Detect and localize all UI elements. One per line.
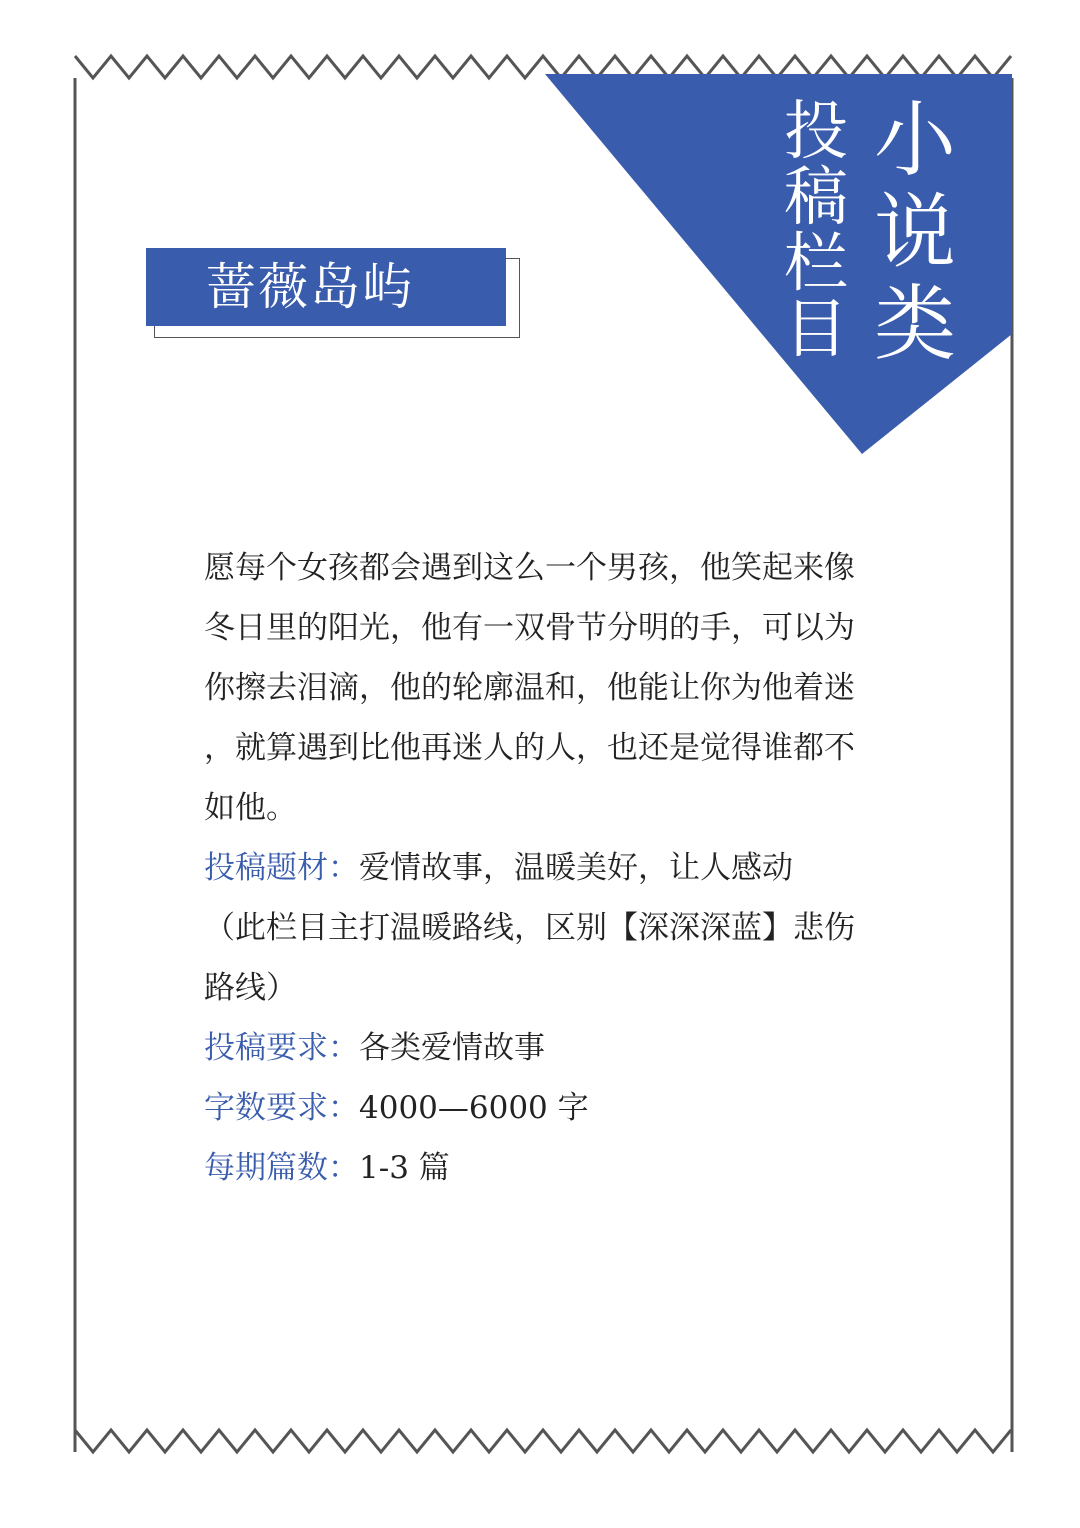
field-theme-label: 投稿题材： bbox=[204, 850, 359, 886]
field-per-issue-value: 1-3 篇 bbox=[359, 1150, 450, 1186]
submission-content bbox=[204, 538, 904, 1198]
corner-title-char: 说 bbox=[873, 185, 956, 280]
column-name-label: 蔷薇岛屿 bbox=[146, 248, 506, 326]
intro-line: 冬日里的阳光，他有一双骨节分明的手，可以为 bbox=[204, 610, 855, 646]
field-theme bbox=[204, 838, 904, 1018]
intro-line: 你擦去泪滴，他的轮廓温和，他能让你为他着迷 bbox=[204, 670, 855, 706]
intro-line: 愿每个女孩都会遇到这么一个男孩，他笑起来像 bbox=[204, 550, 855, 586]
intro-line: ，就算遇到比他再迷人的人，也还是觉得谁都不 bbox=[204, 730, 855, 766]
corner-title-char: 投 bbox=[784, 95, 848, 169]
field-word-count-value: 4000—6000 字 bbox=[359, 1090, 589, 1126]
corner-title-secondary bbox=[780, 95, 852, 367]
field-theme-value: 爱情故事，温暖美好，让人感动 bbox=[359, 850, 793, 886]
corner-title-char: 类 bbox=[873, 277, 956, 372]
field-word-count-label: 字数要求： bbox=[204, 1090, 359, 1126]
field-requirement-value: 各类爱情故事 bbox=[359, 1030, 545, 1066]
field-per-issue bbox=[204, 1138, 904, 1198]
frame-bottom-zigzag bbox=[75, 1430, 1011, 1452]
intro-line: 如他。 bbox=[204, 790, 297, 826]
corner-title-char: 稿 bbox=[784, 161, 848, 235]
field-requirement-label: 投稿要求： bbox=[204, 1030, 359, 1066]
field-theme-note: 路线） bbox=[204, 970, 297, 1006]
field-word-count bbox=[204, 1078, 904, 1138]
corner-title-char: 栏 bbox=[784, 227, 848, 301]
intro-paragraph bbox=[204, 538, 904, 838]
field-requirement bbox=[204, 1018, 904, 1078]
field-theme-note: （此栏目主打温暖路线，区别【深深深蓝】悲伤 bbox=[204, 910, 855, 946]
corner-title-char: 小 bbox=[873, 93, 956, 188]
corner-title-char: 目 bbox=[784, 293, 848, 367]
field-per-issue-label: 每期篇数： bbox=[204, 1150, 359, 1186]
corner-title-primary bbox=[870, 93, 960, 376]
